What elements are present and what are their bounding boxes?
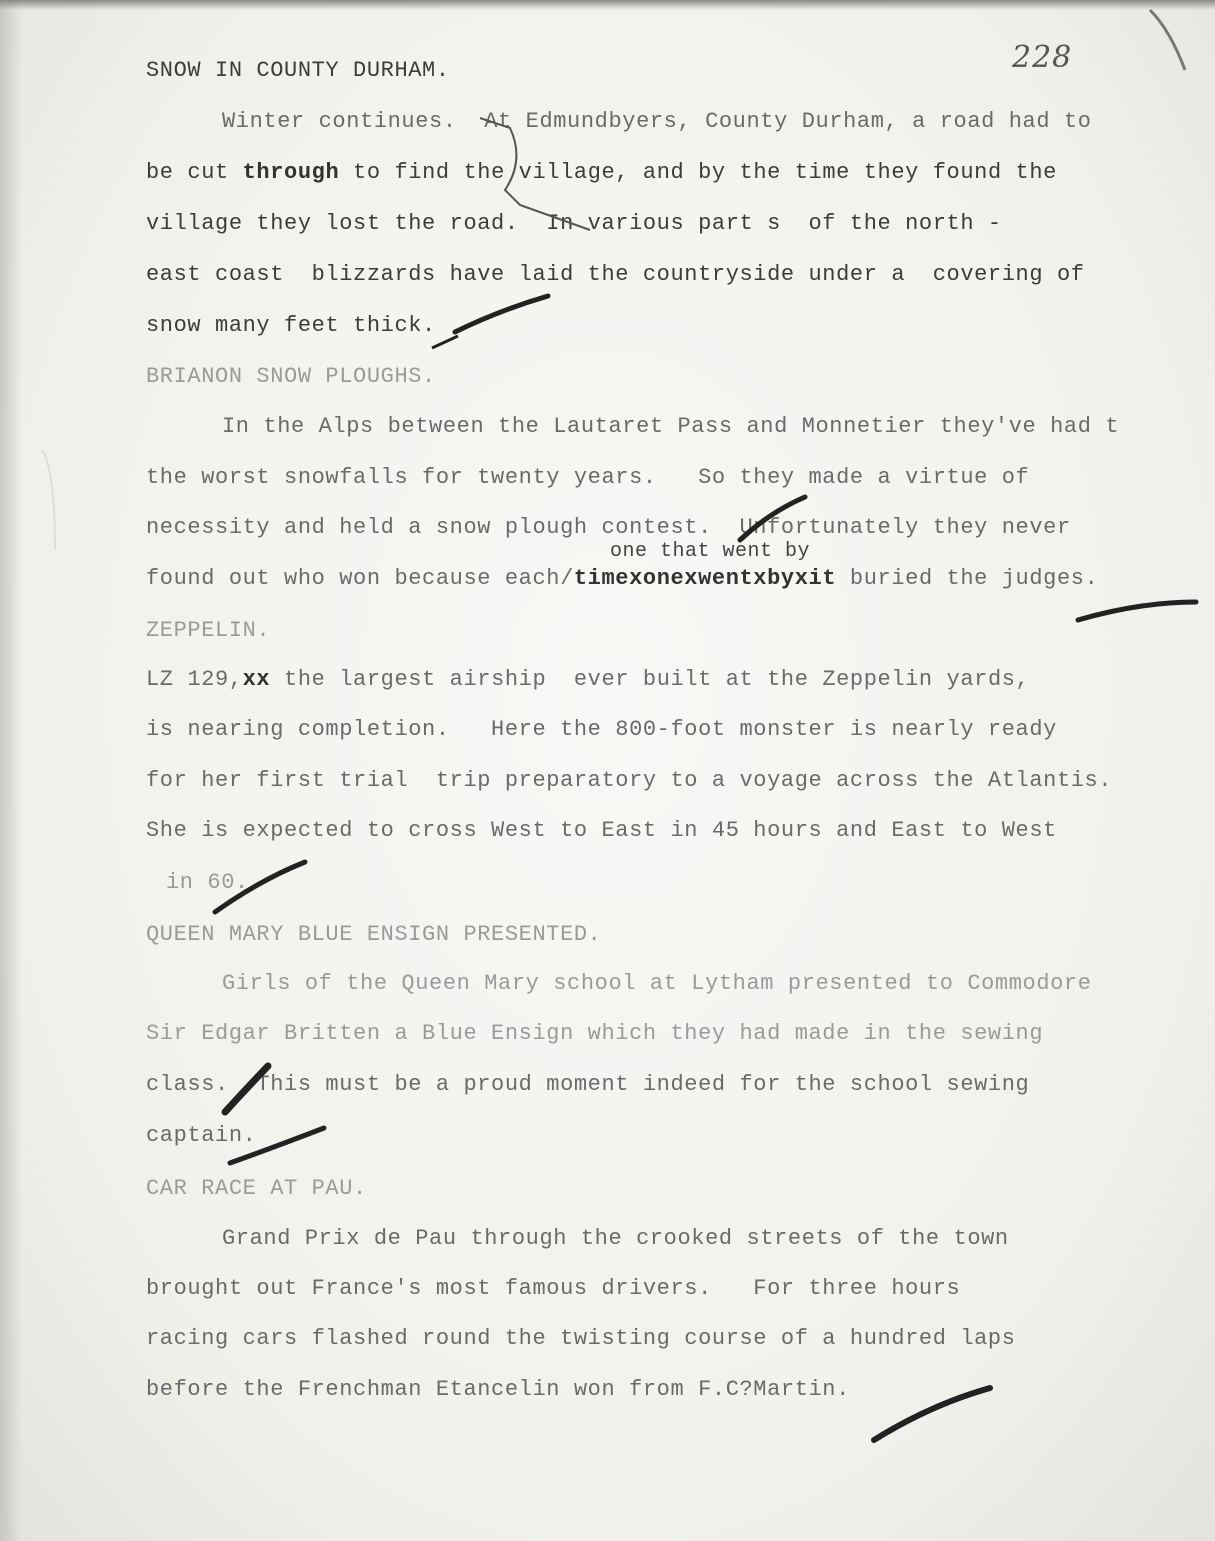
paragraph-line: Girls of the Queen Mary school at Lytham presented to Commodore: [222, 971, 1092, 996]
heading-queen-mary-blue-ensign: QUEEN MARY BLUE ENSIGN PRESENTED.: [146, 922, 602, 947]
paragraph-line: necessity and held a snow plough contest. Unfortunately they never: [146, 515, 1071, 540]
typed-insertion: one that went by: [610, 540, 811, 563]
heading-car-race-at-pau: CAR RACE AT PAU.: [146, 1176, 367, 1201]
heading-brianon-snow-ploughs: BRIANON SNOW PLOUGHS.: [146, 364, 436, 389]
paragraph-line: captain.: [146, 1123, 257, 1148]
paragraph-line: village they lost the road. In various part s of the north -: [146, 211, 1002, 236]
pen-stroke-mark: [225, 1066, 268, 1112]
struck-phrase: timexonexwentxbyxit: [573, 566, 837, 591]
heading-snow-county-durham: SNOW IN COUNTY DURHAM.: [146, 58, 450, 83]
pen-stroke-mark: [740, 497, 805, 540]
paragraph-line: found out who won because each/timexonexwentxbyxit buried the judges.: [146, 566, 1099, 591]
paragraph-line: the worst snowfalls for twenty years. So they made a virtue of: [146, 465, 1030, 490]
struck-mark: xx: [242, 667, 271, 692]
page-corner-fold: [1150, 10, 1185, 70]
pen-stroke-mark: [874, 1388, 990, 1440]
pen-stroke-mark: [215, 862, 305, 912]
paragraph-line: Winter continues. At Edmundbyers, County Durham, a road had to: [222, 109, 1092, 134]
pen-stroke-mark: [230, 1128, 324, 1163]
paragraph-line: snow many feet thick.: [146, 313, 436, 338]
paper-edge-mark: [42, 450, 55, 550]
paragraph-line: east coast blizzards have laid the countryside under a covering of: [146, 262, 1085, 287]
paragraph-line: In the Alps between the Lautaret Pass and Monnetier they've had t: [222, 414, 1120, 439]
paragraph-line: LZ 129,xx the largest airship ever built at the Zeppelin yards,: [146, 667, 1030, 692]
paragraph-line: in 60.: [166, 870, 249, 895]
pen-bracket-mark: [480, 118, 590, 230]
paragraph-line: class. This must be a proud moment indeed for the school sewing: [146, 1072, 1030, 1097]
pen-stroke-mark: [455, 296, 548, 332]
struck-word: through: [242, 160, 340, 185]
pen-stroke-mark: [1078, 602, 1196, 620]
paragraph-line: brought out France's most famous drivers. For three hours: [146, 1276, 961, 1301]
paragraph-line: Sir Edgar Britten a Blue Ensign which they had made in the sewing: [146, 1021, 1044, 1046]
paragraph-line: is nearing completion. Here the 800-foot monster is nearly ready: [146, 717, 1057, 742]
paragraph-line: Grand Prix de Pau through the crooked streets of the town: [222, 1226, 1009, 1251]
paragraph-line: before the Frenchman Etancelin won from F.C?Martin.: [146, 1377, 850, 1402]
heading-zeppelin: ZEPPELIN.: [146, 618, 271, 643]
paragraph-line: for her first trial trip preparatory to a voyage across the Atlantis.: [146, 768, 1113, 793]
paragraph-line: racing cars flashed round the twisting course of a hundred laps: [146, 1326, 1016, 1351]
paragraph-line: She is expected to cross West to East in 45 hours and East to West: [146, 818, 1057, 843]
pen-stroke-mark: [432, 336, 458, 348]
paragraph-line: be cut through to find the village, and by the time they found the: [146, 160, 1057, 185]
handwritten-page-number: 228: [1012, 40, 1073, 75]
